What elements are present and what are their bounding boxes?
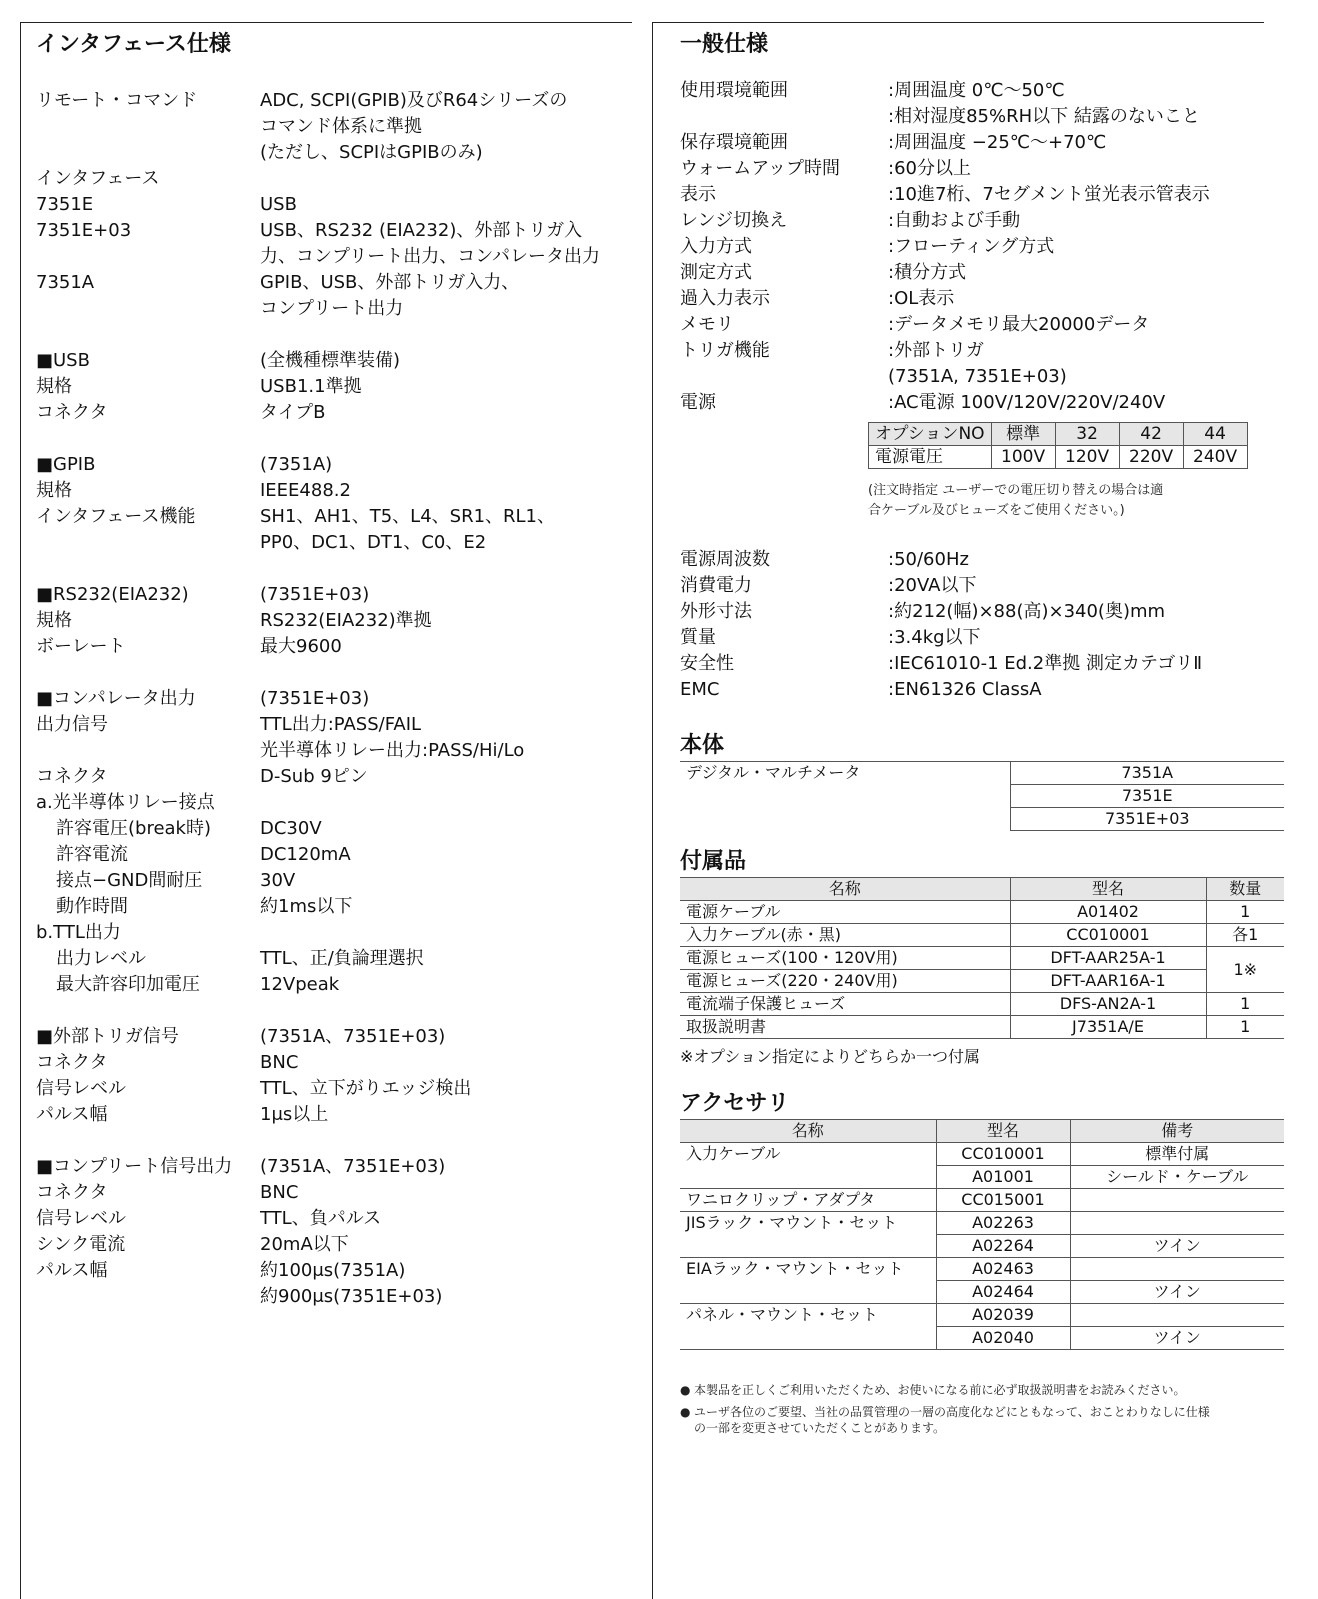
spec-value: TTL、正/負論理選択 [260, 948, 424, 969]
table-row [680, 1212, 1284, 1235]
body-name: デジタル・マルチメータ [680, 762, 1010, 831]
spec-label: EMC [680, 679, 720, 700]
footnote [680, 1404, 1284, 1436]
option-model: A02464 [936, 1281, 1070, 1304]
accessories-header-cell: 数量 [1206, 878, 1284, 901]
spec-row [36, 218, 636, 244]
spec-row [36, 140, 636, 166]
spec-value: 約1ms以下 [260, 896, 353, 917]
spec-label: ■コンプリート信号出力 [36, 1156, 233, 1177]
spec-row [36, 1232, 636, 1258]
spec-row [36, 816, 636, 842]
option-remark [1070, 1258, 1284, 1281]
spec-value: :EN61326 ClassA [888, 679, 1042, 700]
spec-label: パルス幅 [36, 1260, 108, 1281]
spec-row [36, 712, 636, 738]
voltage-header-cell: 42 [1119, 423, 1183, 446]
spec-value: コンプリート出力 [260, 298, 404, 319]
spec-label: パルス幅 [36, 1104, 108, 1125]
spec-row [680, 651, 1284, 677]
spec-label [36, 244, 260, 270]
spec-value: :IEC61010-1 Ed.2準拠 測定カテゴリⅡ [888, 653, 1203, 674]
accessory-qty: 1 [1206, 901, 1284, 924]
accessory-model: A01402 [1010, 901, 1206, 924]
spec-row [36, 114, 636, 140]
option-name: パネル・マウント・セット [680, 1304, 936, 1350]
spacer [36, 426, 636, 452]
bullet-icon: ● [680, 1405, 691, 1419]
footnote-text: の一部を変更させていただくことがあります。 [694, 1421, 946, 1435]
spec-row [680, 547, 1284, 573]
spec-row [680, 260, 1284, 286]
spec-row [36, 530, 636, 556]
spec-value: IEEE488.2 [260, 480, 351, 501]
table-row [680, 1189, 1284, 1212]
spec-value: 1μs以上 [260, 1104, 329, 1125]
footnote [680, 1382, 1284, 1398]
spec-row [680, 677, 1284, 703]
spec-label: コネクタ [36, 1182, 108, 1203]
spec-label: 消費電力 [680, 575, 752, 596]
spacer [36, 1128, 636, 1154]
accessory-qty: 1 [1206, 993, 1284, 1016]
spec-value: D-Sub 9ピン [260, 766, 368, 787]
spec-value: USB1.1準拠 [260, 376, 362, 397]
spec-value: :周囲温度 0℃〜50℃ [888, 80, 1065, 101]
spec-value: RS232(EIA232)準拠 [260, 610, 432, 631]
spec-label: コネクタ [36, 766, 108, 787]
table-row [680, 924, 1284, 947]
body-model: 7351E+03 [1010, 808, 1284, 831]
spec-row [680, 286, 1284, 312]
spec-value: :自動および手動 [888, 210, 1021, 231]
spec-value: TTL、立下がりエッジ検出 [260, 1078, 472, 1099]
spec-label [36, 530, 260, 556]
footnote-text: ユーザ各位のご要望、当社の品質管理の一層の高度化などにともなって、おことわりなしに仕様 [694, 1405, 1210, 1419]
spec-row [36, 868, 636, 894]
table-row [680, 1258, 1284, 1281]
spec-label: 最大許容印加電圧 [56, 974, 200, 995]
accessory-model: DFT-AAR16A-1 [1010, 970, 1206, 993]
spec-row [36, 842, 636, 868]
voltage-header-cell: 44 [1183, 423, 1247, 446]
spec-value: ADC, SCPI(GPIB)及びR64シリーズの [260, 90, 568, 111]
spec-value: タイプB [260, 402, 326, 423]
spec-value: :約212(幅)×88(高)×340(奥)mm [888, 601, 1166, 622]
voltage-cell: 100V [991, 446, 1055, 469]
spec-row [680, 156, 1284, 182]
spec-value: :OL表示 [888, 288, 955, 309]
option-model: A02040 [936, 1327, 1070, 1350]
spec-row [36, 1284, 636, 1310]
spec-row [680, 234, 1284, 260]
spec-row [680, 599, 1284, 625]
accessory-name: 電源ヒューズ(220・240V用) [680, 970, 1010, 993]
option-name: EIAラック・マウント・セット [680, 1258, 936, 1304]
options-header-cell: 名称 [680, 1120, 936, 1143]
voltage-header-cell: 32 [1055, 423, 1119, 446]
accessories-header-cell: 型名 [1010, 878, 1206, 901]
accessory-name: 電源ケーブル [680, 901, 1010, 924]
voltage-note: (注文時指定 ユーザーでの電圧切り替えの場合は適 [868, 483, 1164, 498]
accessory-name: 電流端子保護ヒューズ [680, 993, 1010, 1016]
interface-spec-column [36, 24, 636, 1310]
general-spec-column [680, 24, 1284, 1436]
accessory-name: 取扱説明書 [680, 1016, 1010, 1039]
spec-value: SH1、AH1、T5、L4、SR1、RL1、 [260, 506, 556, 527]
spec-label [36, 738, 260, 764]
spec-label: メモリ [680, 314, 734, 335]
spec-row [36, 608, 636, 634]
spec-label: 規格 [36, 376, 72, 397]
spec-label: 出力レベル [56, 948, 146, 969]
spec-row [36, 1102, 636, 1128]
accessory-qty: 1 [1206, 1016, 1284, 1039]
spec-label: ■USB [36, 350, 90, 371]
spec-row [36, 920, 636, 946]
spec-row [36, 582, 636, 608]
option-remark [1070, 1304, 1284, 1327]
body-table [680, 761, 1284, 831]
spec-label [36, 1284, 260, 1310]
spec-label: ボーレート [36, 636, 126, 657]
spec-label: 規格 [36, 610, 72, 631]
spec-label: 出力信号 [36, 714, 108, 735]
spec-label: 入力方式 [680, 236, 752, 257]
spacer [36, 998, 636, 1024]
spec-row [36, 1154, 636, 1180]
spec-label [36, 140, 260, 166]
spec-label: 使用環境範囲 [680, 80, 788, 101]
general-spec-list-2 [680, 547, 1284, 703]
spec-label: 許容電流 [56, 844, 128, 865]
spec-label: インタフェース機能 [36, 506, 196, 527]
spec-value: :周囲温度 −25℃〜+70℃ [888, 132, 1107, 153]
table-row [680, 1016, 1284, 1039]
spec-value: (全機種標準装備) [260, 350, 401, 371]
spacer [36, 556, 636, 582]
table-row [680, 970, 1284, 993]
accessory-qty: 各1 [1206, 924, 1284, 947]
spec-row [36, 1050, 636, 1076]
spec-label: 測定方式 [680, 262, 752, 283]
spec-row [36, 452, 636, 478]
spec-label: 安全性 [680, 653, 734, 674]
spec-row [680, 625, 1284, 651]
spec-value: :10進7桁、7セグメント蛍光表示管表示 [888, 184, 1210, 205]
spec-label: 過入力表示 [680, 288, 770, 309]
option-remark [1070, 1189, 1284, 1212]
spec-row [36, 972, 636, 998]
option-name: ワニロクリップ・アダプタ [680, 1189, 936, 1212]
spec-value: USB、RS232 (EIA232)、外部トリガ入 [260, 220, 583, 241]
voltage-table-header [869, 423, 1248, 446]
spec-row [36, 374, 636, 400]
body-title: 本体 [680, 733, 725, 758]
spec-row [680, 130, 1284, 156]
spec-row [680, 390, 1284, 416]
spec-row [36, 244, 636, 270]
spec-value: (7351E+03) [260, 584, 370, 605]
voltage-cell: 120V [1055, 446, 1119, 469]
spec-value: TTL、負パルス [260, 1208, 382, 1229]
body-row [680, 762, 1284, 785]
option-model: CC015001 [936, 1189, 1070, 1212]
spec-value: 約100μs(7351A) [260, 1260, 406, 1281]
accessory-model: CC010001 [1010, 924, 1206, 947]
spec-value: TTL出力:PASS/FAIL [260, 714, 422, 735]
spec-label: 電源 [680, 392, 716, 413]
voltage-header-cell: 標準 [991, 423, 1055, 446]
spec-row [680, 364, 1284, 390]
spec-value: 最大9600 [260, 636, 342, 657]
spec-value: GPIB、USB、外部トリガ入力、 [260, 272, 520, 293]
spec-label: インタフェース [36, 168, 160, 189]
spec-value: コマンド体系に準拠 [260, 116, 422, 137]
spec-label: ■GPIB [36, 454, 96, 475]
spec-row [680, 182, 1284, 208]
accessories-note: ※オプション指定によりどちらか一つ付属 [680, 1047, 980, 1066]
spec-value: 20mA以下 [260, 1234, 349, 1255]
option-remark: 標準付属 [1070, 1143, 1284, 1166]
spec-label: 電源周波数 [680, 549, 770, 570]
spec-row [36, 946, 636, 972]
spec-row [680, 104, 1284, 130]
spec-value: (7351E+03) [260, 688, 370, 709]
spec-label: 7351E+03 [36, 220, 132, 241]
interface-spec-list [36, 88, 636, 1310]
spec-value: PP0、DC1、DT1、C0、E2 [260, 532, 487, 553]
spec-row [36, 348, 636, 374]
spec-row [36, 400, 636, 426]
options-header-cell: 備考 [1070, 1120, 1284, 1143]
spec-label: ■RS232(EIA232) [36, 584, 189, 605]
spec-label: レンジ切換え [680, 210, 788, 231]
spec-row [36, 504, 636, 530]
spec-row [36, 88, 636, 114]
table-row [680, 993, 1284, 1016]
spec-row [36, 894, 636, 920]
option-model: A02263 [936, 1212, 1070, 1235]
spec-label: 保存環境範囲 [680, 132, 788, 153]
spec-value: :データメモリ最大20000データ [888, 314, 1150, 335]
general-spec-list [680, 78, 1284, 416]
body-model: 7351A [1010, 762, 1284, 785]
spec-value [260, 920, 636, 946]
spec-label: トリガ機能 [680, 340, 770, 361]
accessory-model: DFS-AN2A-1 [1010, 993, 1206, 1016]
voltage-cell: 電源電圧 [869, 446, 992, 469]
spec-value: USB [260, 194, 297, 215]
table-row [680, 1143, 1284, 1166]
spec-row [36, 1024, 636, 1050]
spec-label: 許容電圧(break時) [56, 818, 212, 839]
spec-label: コネクタ [36, 402, 108, 423]
spec-row [36, 296, 636, 322]
accessory-model: DFT-AAR25A-1 [1010, 947, 1206, 970]
table-row [680, 947, 1284, 970]
spec-label: 7351E [36, 194, 94, 215]
spec-value: :60分以上 [888, 158, 971, 179]
options-title: アクセサリ [680, 1091, 790, 1116]
option-name: JISラック・マウント・セット [680, 1212, 936, 1258]
spec-value [260, 790, 636, 816]
spec-value: 光半導体リレー出力:PASS/Hi/Lo [260, 740, 525, 761]
spec-value: 約900μs(7351E+03) [260, 1286, 443, 1307]
accessories-title: 付属品 [680, 849, 747, 874]
spec-row [36, 1206, 636, 1232]
spec-row [36, 1076, 636, 1102]
option-remark: ツイン [1070, 1327, 1284, 1350]
voltage-header-cell: オプションNO [869, 423, 992, 446]
spec-value: :相対湿度85%RH以下 結露のないこと [888, 106, 1200, 127]
accessory-qty: 1※ [1206, 947, 1284, 993]
spec-value: BNC [260, 1182, 299, 1203]
accessory-name: 電源ヒューズ(100・120V用) [680, 947, 1010, 970]
accessory-model: J7351A/E [1010, 1016, 1206, 1039]
spacer [36, 322, 636, 348]
spec-value: :外部トリガ [888, 340, 984, 361]
body-model: 7351E [1010, 785, 1284, 808]
spec-label: コネクタ [36, 1052, 108, 1073]
spec-label [680, 104, 888, 130]
general-spec-title: 一般仕様 [680, 32, 769, 57]
spec-row [36, 738, 636, 764]
spec-label: 7351A [36, 272, 95, 293]
spec-value: :積分方式 [888, 262, 967, 283]
spec-value [260, 166, 636, 192]
spec-label: ■外部トリガ信号 [36, 1026, 179, 1047]
spec-value: BNC [260, 1052, 299, 1073]
accessories-header [680, 878, 1284, 901]
spec-value: (7351A, 7351E+03) [888, 366, 1067, 387]
spec-label [36, 114, 260, 140]
spec-value: (7351A、7351E+03) [260, 1026, 446, 1047]
spec-label: 外形寸法 [680, 601, 752, 622]
spec-row [680, 78, 1284, 104]
bullet-icon: ● [680, 1383, 691, 1397]
option-remark: シールド・ケーブル [1070, 1166, 1284, 1189]
spec-row [680, 208, 1284, 234]
option-remark: ツイン [1070, 1281, 1284, 1304]
spec-label: 信号レベル [36, 1208, 126, 1229]
spec-value: :50/60Hz [888, 549, 969, 570]
spec-row [36, 478, 636, 504]
spec-label: 接点−GND間耐圧 [56, 870, 203, 891]
voltage-note: 合ケーブル及びヒューズをご使用ください。) [868, 503, 1125, 518]
spec-label: 規格 [36, 480, 72, 501]
option-model: A01001 [936, 1166, 1070, 1189]
option-model: CC010001 [936, 1143, 1070, 1166]
spec-label: ■コンパレータ出力 [36, 688, 196, 709]
spec-row [680, 312, 1284, 338]
spec-label [680, 364, 888, 390]
interface-spec-title: インタフェース仕様 [36, 32, 231, 57]
spec-label: ウォームアップ時間 [680, 158, 841, 179]
options-table [680, 1119, 1284, 1350]
accessory-name: 入力ケーブル(赤・黒) [680, 924, 1010, 947]
spec-row [680, 338, 1284, 364]
spec-value: (ただし、SCPIはGPIBのみ) [260, 142, 483, 163]
spec-label [36, 296, 260, 322]
voltage-table [868, 422, 1248, 469]
spec-row [36, 790, 636, 816]
spec-value: :フローティング方式 [888, 236, 1055, 257]
spec-value: 力、コンプリート出力、コンパレータ出力 [260, 246, 601, 267]
spec-label: 動作時間 [56, 896, 128, 917]
spec-row [36, 764, 636, 790]
spec-label: 信号レベル [36, 1078, 126, 1099]
spec-label: b.TTL出力 [36, 922, 121, 943]
spec-value: 30V [260, 870, 296, 891]
accessories-header-cell: 名称 [680, 878, 1010, 901]
option-model: A02264 [936, 1235, 1070, 1258]
spec-row [36, 270, 636, 296]
voltage-table-row [869, 446, 1248, 469]
accessories-table [680, 877, 1284, 1039]
spacer [36, 660, 636, 686]
option-remark: ツイン [1070, 1235, 1284, 1258]
spec-label: リモート・コマンド [36, 90, 198, 111]
spec-value: :20VA以下 [888, 575, 977, 596]
options-header [680, 1120, 1284, 1143]
table-row [680, 901, 1284, 924]
voltage-cell: 220V [1119, 446, 1183, 469]
spec-label: シンク電流 [36, 1234, 126, 1255]
spec-row [36, 192, 636, 218]
spec-row [36, 1258, 636, 1284]
spec-row [36, 166, 636, 192]
spec-label: 質量 [680, 627, 716, 648]
spec-value: DC30V [260, 818, 322, 839]
spec-label: a.光半導体リレー接点 [36, 792, 215, 813]
table-row [680, 1304, 1284, 1327]
spec-label: 表示 [680, 184, 716, 205]
spec-value: (7351A) [260, 454, 333, 475]
option-remark [1070, 1212, 1284, 1235]
spec-value: 12Vpeak [260, 974, 340, 995]
voltage-cell: 240V [1183, 446, 1247, 469]
spec-value: :3.4kg以下 [888, 627, 981, 648]
spec-row [36, 634, 636, 660]
option-model: A02039 [936, 1304, 1070, 1327]
spec-value: :AC電源 100V/120V/220V/240V [888, 392, 1166, 413]
spec-row [36, 686, 636, 712]
option-name: 入力ケーブル [680, 1143, 936, 1189]
footnote-text: 本製品を正しくご利用いただくため、お使いになる前に必ず取扱説明書をお読みください。 [694, 1383, 1186, 1397]
options-header-cell: 型名 [936, 1120, 1070, 1143]
spec-row [680, 573, 1284, 599]
spec-row [36, 1180, 636, 1206]
spec-value: (7351A、7351E+03) [260, 1156, 446, 1177]
spec-value: DC120mA [260, 844, 351, 865]
option-model: A02463 [936, 1258, 1070, 1281]
